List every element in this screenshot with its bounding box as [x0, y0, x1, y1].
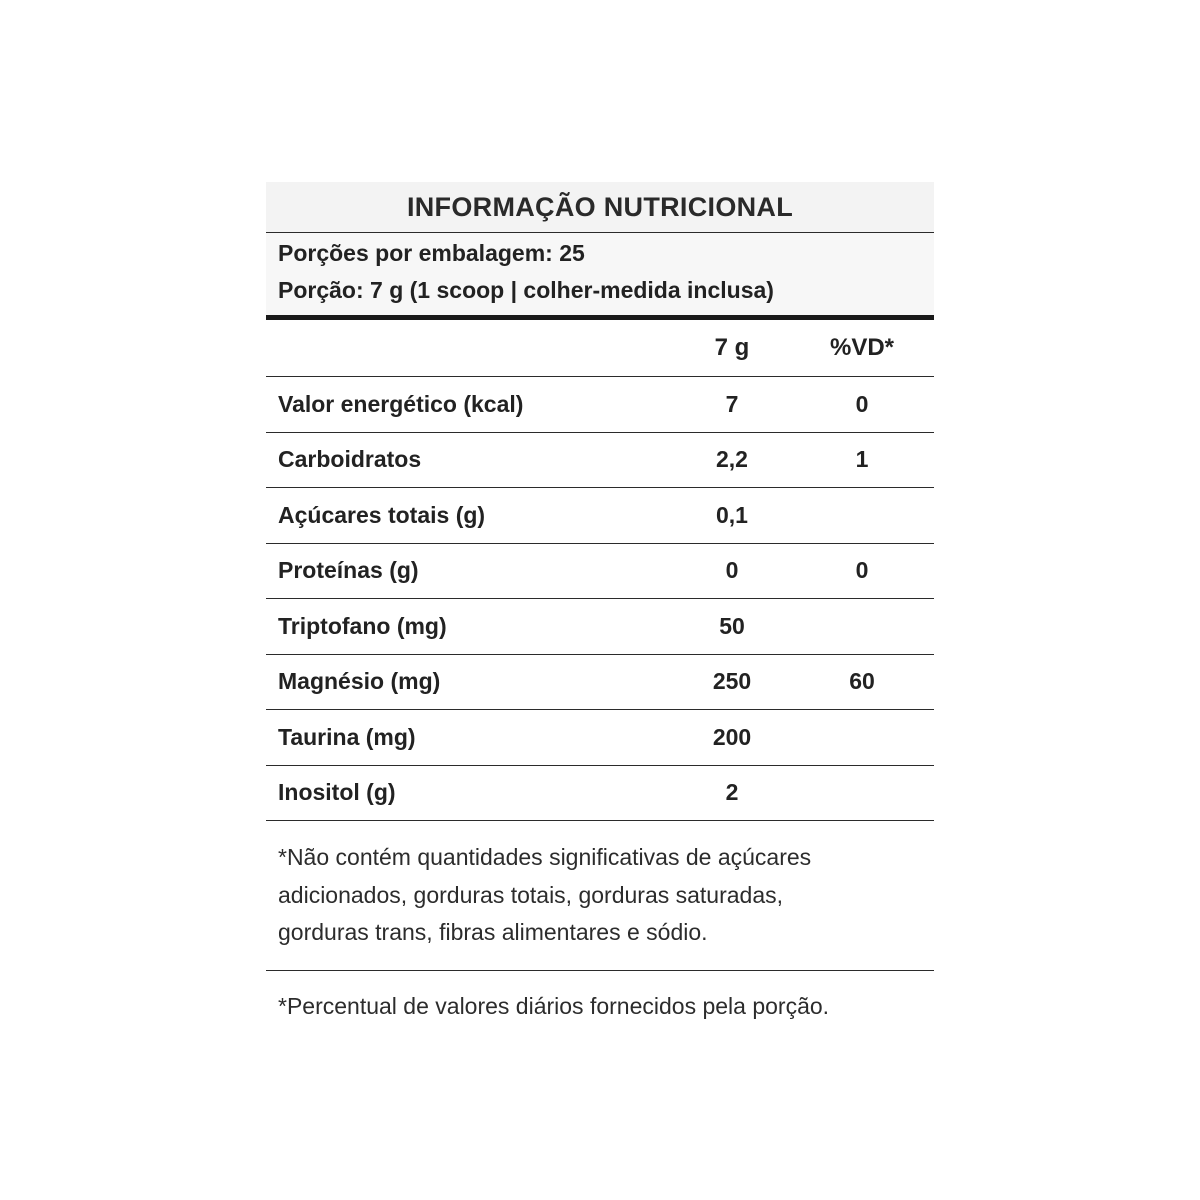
table-row	[266, 433, 934, 489]
nutrient-amount: 0,1	[716, 501, 748, 528]
column-header-dv: %VD*	[829, 334, 895, 361]
table-title: INFORMAÇÃO NUTRICIONAL	[266, 182, 934, 233]
nutrient-disclaimer	[266, 821, 934, 971]
nutrient-amount: 2	[725, 779, 739, 806]
table-row	[266, 655, 934, 711]
serving-size: Porção: 7 g (1 scoop | colher-medida inclusa)	[278, 277, 774, 303]
disclaimer-line: adicionados, gorduras totais, gorduras saturadas,	[278, 881, 784, 908]
nutrient-name: Inositol (g)	[278, 779, 396, 806]
column-header-row	[266, 320, 934, 377]
disclaimer-line: gorduras trans, fibras alimentares e sódio.	[278, 919, 708, 945]
nutrient-amount: 200	[712, 723, 752, 750]
servings-per-package: Porções por embalagem: 25	[278, 240, 585, 266]
table-row	[266, 710, 934, 766]
table-row	[266, 599, 934, 655]
nutrient-dv: 0	[855, 557, 869, 584]
nutrient-name: Magnésio (mg)	[278, 668, 441, 695]
nutrient-name: Proteínas (g)	[278, 557, 419, 584]
nutrient-amount: 7	[725, 390, 739, 417]
nutrient-amount: 0	[725, 557, 739, 584]
table-row	[266, 488, 934, 544]
table-row	[266, 544, 934, 600]
nutrient-amount: 50	[719, 612, 745, 639]
column-header-amount: 7 g	[714, 334, 750, 361]
table-row	[266, 377, 934, 433]
nutrient-amount: 250	[712, 668, 752, 695]
nutrient-dv: 0	[855, 390, 869, 417]
nutrient-dv: 1	[855, 446, 869, 473]
table-row	[266, 766, 934, 822]
nutrient-name: Carboidratos	[278, 446, 422, 473]
nutrient-name: Açúcares totais (g)	[278, 501, 486, 528]
nutrient-dv: 60	[849, 668, 875, 695]
nutrient-name: Valor energético (kcal)	[278, 390, 524, 417]
disclaimer-line: *Não contém quantidades significativas de açúcares	[278, 844, 812, 870]
nutrition-facts-table	[266, 182, 934, 1025]
daily-value-footnote: *Percentual de valores diários fornecidos pela porção.	[278, 992, 830, 1019]
nutrient-name: Triptofano (mg)	[278, 612, 447, 639]
nutrient-amount: 2,2	[716, 446, 748, 473]
nutrient-name: Taurina (mg)	[278, 723, 416, 750]
serving-info	[266, 233, 934, 320]
